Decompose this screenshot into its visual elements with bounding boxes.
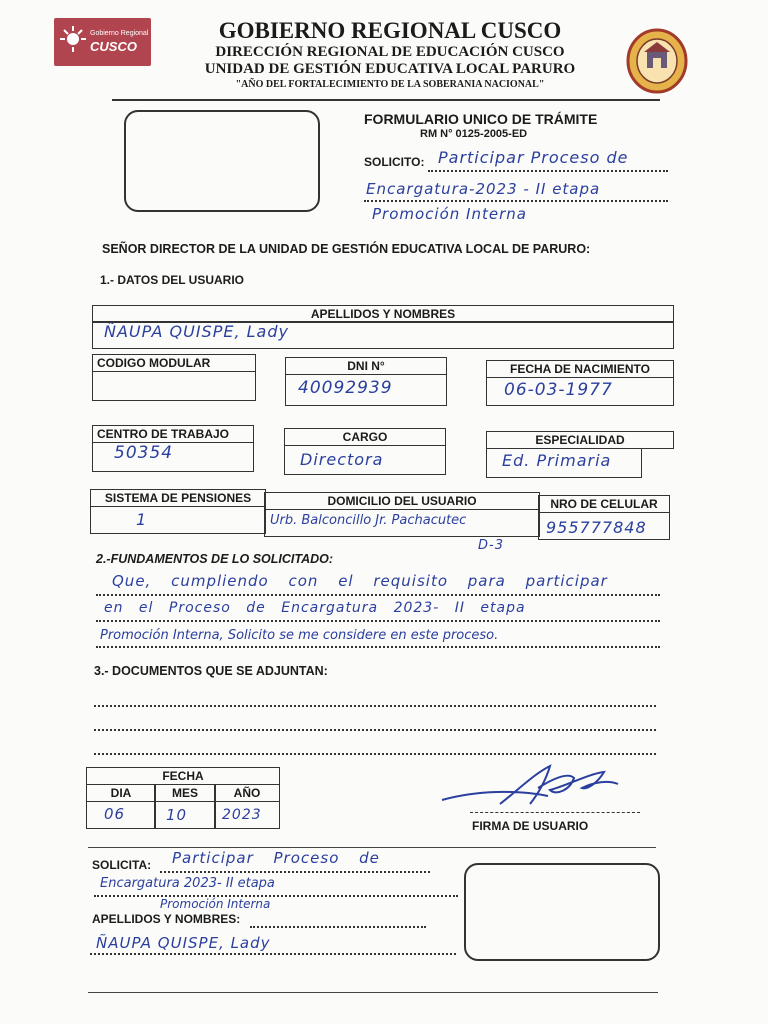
stub-solicita-value-3: Promoción Interna <box>160 897 271 911</box>
fundamentos-value-1: Que, cumpliendo con el requisito para participar <box>112 572 608 590</box>
celular-value: 955777848 <box>546 518 647 537</box>
logo-text-main: CUSCO <box>90 39 137 54</box>
regional-logo <box>54 18 151 66</box>
solicito-label: SOLICITO: <box>364 155 425 169</box>
form-rm: RM N° 0125-2005-ED <box>420 128 528 140</box>
fundamentos-value-3: Promoción Interna, Solicito se me considere en este proceso. <box>100 628 499 643</box>
centro-trabajo-header: CENTRO DE TRABAJO <box>92 425 254 443</box>
form-title: FORMULARIO UNICO DE TRÁMITE <box>364 111 598 127</box>
centro-trabajo-value: 50354 <box>114 443 174 463</box>
documentos-line-1 <box>94 705 656 707</box>
stub-solicita-label: SOLICITA: <box>92 858 152 872</box>
header-line2: DIRECCIÓN REGIONAL DE EDUCACIÓN CUSCO <box>215 44 565 60</box>
page-title: GOBIERNO REGIONAL CUSCO <box>218 18 562 43</box>
fundamentos-value-2: en el Proceso de Encargatura 2023- II etapa <box>104 600 526 616</box>
stub-apellidos-line-1 <box>250 926 426 928</box>
cut-line <box>88 847 656 848</box>
stub-solicita-line-2 <box>94 895 458 897</box>
domicilio-header: DOMICILIO DEL USUARIO <box>264 492 540 510</box>
dia-header: DIA <box>86 784 156 802</box>
stub-apellidos-line-2 <box>90 953 456 955</box>
fecha-nacimiento-header: FECHA DE NACIMIENTO <box>486 360 674 378</box>
header-line3: UNIDAD DE GESTIÓN EDUCATIVA LOCAL PARURO <box>204 61 576 77</box>
addressee: SEÑOR DIRECTOR DE LA UNIDAD DE GESTIÓN EDUCATIVA LOCAL DE PARURO: <box>102 242 591 256</box>
section3-title: 3.- DOCUMENTOS QUE SE ADJUNTAN: <box>94 664 328 678</box>
apellidos-header: APELLIDOS Y NOMBRES <box>92 305 674 323</box>
fundamentos-line-1 <box>96 594 660 596</box>
dia-value: 06 <box>104 805 126 823</box>
sun-emblem-icon <box>60 26 86 52</box>
user-signature <box>438 760 638 812</box>
stub-solicita-line-1 <box>160 871 430 873</box>
solicito-value-3: Promoción Interna <box>372 205 527 223</box>
stamp-box-bottom <box>464 863 660 961</box>
fecha-nacimiento-value: 06-03-1977 <box>504 380 613 400</box>
stub-apellidos-label: APELLIDOS Y NOMBRES: <box>92 912 241 926</box>
anio-value: 2023 <box>222 807 262 823</box>
documentos-line-3 <box>94 753 656 755</box>
codigo-header: CODIGO MODULAR <box>92 354 256 372</box>
firma-line <box>470 812 640 813</box>
fecha-header: FECHA <box>86 767 280 785</box>
domicilio-value: Urb. Balconcillo Jr. Pachacutec <box>270 513 467 528</box>
firma-label: FIRMA DE USUARIO <box>472 819 589 833</box>
codigo-cell <box>92 371 256 401</box>
solicito-line-2 <box>364 200 668 202</box>
solicito-value-1: Participar Proceso de <box>438 148 629 167</box>
pensiones-cell <box>90 506 266 534</box>
mes-header: MES <box>154 784 216 802</box>
ugel-seal-icon <box>626 28 688 94</box>
stub-solicita-value-1: Participar Proceso de <box>172 849 380 867</box>
mes-value: 10 <box>166 806 188 824</box>
apellidos-value: ÑAUPA QUISPE, Lady <box>104 322 289 341</box>
cargo-value: Directora <box>300 450 384 469</box>
pensiones-value: 1 <box>136 510 148 529</box>
celular-header: NRO DE CELULAR <box>538 495 670 513</box>
fundamentos-line-2 <box>96 620 660 622</box>
cargo-header: CARGO <box>284 428 446 446</box>
header-divider <box>112 99 660 101</box>
solicito-value-2: Encargatura-2023 - II etapa <box>366 180 601 198</box>
especialidad-value: Ed. Primaria <box>502 451 612 470</box>
pensiones-header: SISTEMA DE PENSIONES <box>90 489 266 507</box>
domicilio-extra: D-3 <box>478 538 504 553</box>
solicito-line-1 <box>428 170 668 172</box>
section2-title: 2.-FUNDAMENTOS DE LO SOLICITADO: <box>96 552 334 566</box>
anio-header: AÑO <box>214 784 280 802</box>
section1-title: 1.- DATOS DEL USUARIO <box>100 273 245 287</box>
stamp-box-top <box>124 110 320 212</box>
bottom-rule <box>88 992 658 993</box>
stub-solicita-value-2: Encargatura 2023- II etapa <box>100 876 275 891</box>
especialidad-header: ESPECIALIDAD <box>486 431 674 449</box>
dni-header: DNI N° <box>285 357 447 375</box>
stub-apellidos-value: ÑAUPA QUISPE, Lady <box>96 934 271 952</box>
header-motto: "AÑO DEL FORTALECIMIENTO DE LA SOBERANIA NACIONAL" <box>235 79 545 90</box>
documentos-line-2 <box>94 729 656 731</box>
logo-text-top: Gobierno Regional <box>90 30 149 37</box>
fundamentos-line-3 <box>96 646 660 648</box>
dni-value: 40092939 <box>298 378 393 398</box>
